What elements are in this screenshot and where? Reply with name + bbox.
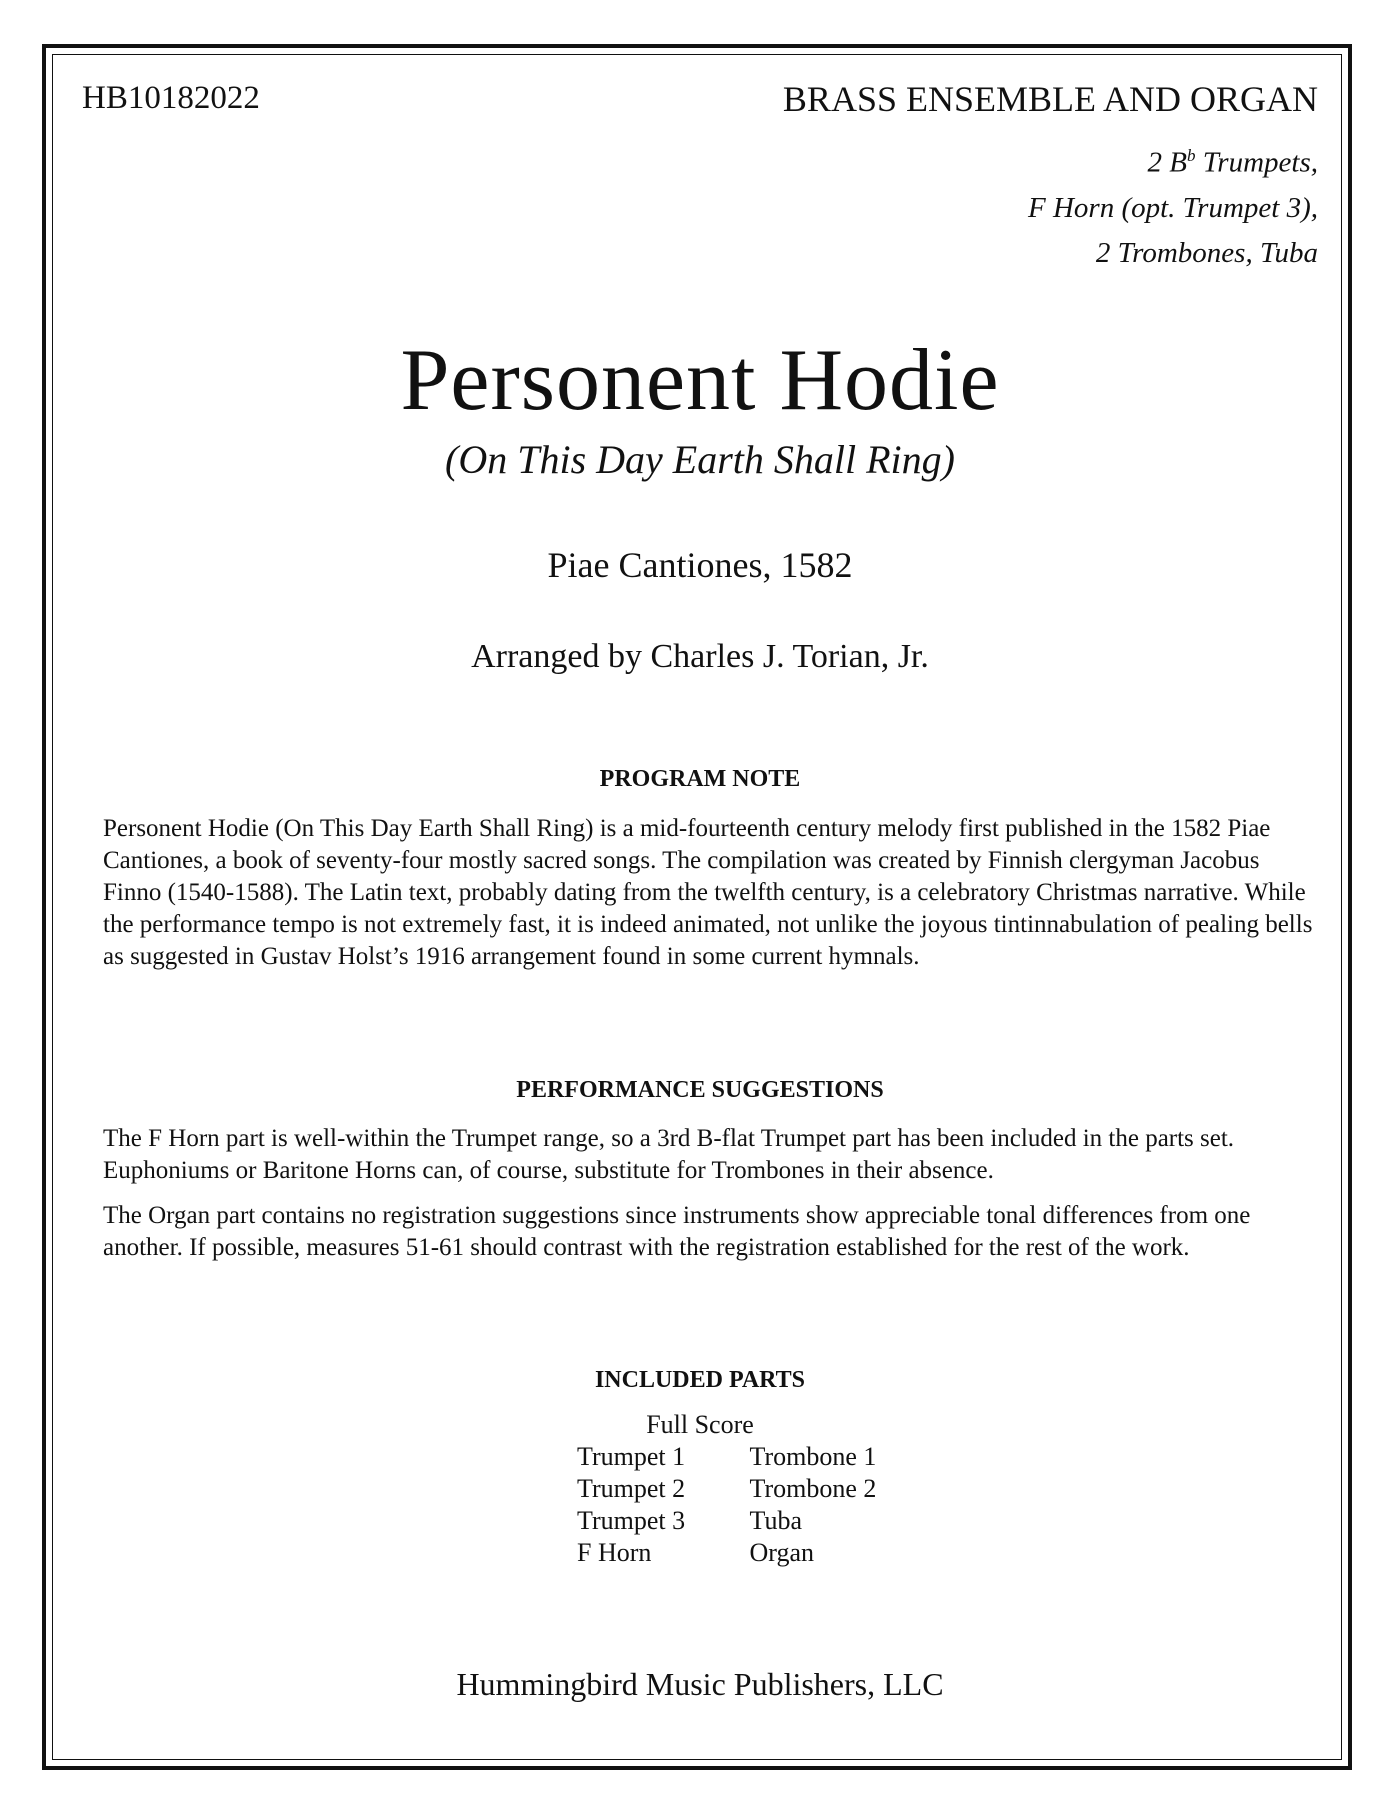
- ensemble-type: BRASS ENSEMBLE AND ORGAN: [782, 79, 1318, 119]
- part-item: Trumpet 2: [577, 1474, 686, 1503]
- program-note-text: Personent Hodie (On This Day Earth Shall Ring) is a mid-fourteenth century melody first published in the 1582 Piae Cantiones, a book of seventy-four mostly sacred songs. The compilation was created by Finnish clergyman Jacobus Finno (1540-1588). The Latin text, probably dating from the twelfth century, is a celebratory Christmas narrative. While the performance tempo is not extremely fast, it is indeed animated, not unlike the joyous tintinnabulation of pealing bells as suggested in Gustav Holst’s 1916 arrangement found in some current hymnals.: [103, 815, 1313, 970]
- part-item: Trombone 1: [749, 1442, 877, 1471]
- melody-source: Piae Cantiones, 1582: [547, 545, 853, 585]
- piece-subtitle: (On This Day Earth Shall Ring): [445, 437, 955, 482]
- program-note-heading: PROGRAM NOTE: [599, 766, 801, 792]
- instrumentation: [1028, 133, 1318, 276]
- performance-paragraph-2: The Organ part contains no registration suggestions since instruments show appreciable tonal differences from one another. If possible, measures 51-61 should contrast with the registration established for the rest of the work.: [103, 1202, 1251, 1261]
- part-full-score: Full Score: [646, 1410, 754, 1439]
- catalog-code: HB10182022: [82, 80, 260, 116]
- parts-list: [577, 1441, 876, 1569]
- arranger-credit: Arranged by Charles J. Torian, Jr.: [471, 638, 929, 675]
- flat-superscript: b: [1187, 146, 1196, 165]
- part-item: Organ: [749, 1538, 815, 1567]
- part-item: F Horn: [577, 1538, 652, 1567]
- instrumentation-line-2: F Horn (opt. Trumpet 3),: [1028, 191, 1318, 224]
- performance-suggestions-heading: PERFORMANCE SUGGESTIONS: [516, 1077, 884, 1103]
- instrumentation-line-3: 2 Trombones, Tuba: [1095, 236, 1318, 269]
- parts-column-left: [577, 1441, 743, 1569]
- part-item: Trombone 2: [749, 1474, 877, 1503]
- parts-column-right: [750, 1441, 877, 1569]
- piece-title: Personent Hodie: [400, 332, 1000, 429]
- part-item: Trumpet 1: [577, 1442, 686, 1471]
- part-item: Tuba: [749, 1506, 803, 1535]
- publisher-name: Hummingbird Music Publishers, LLC: [456, 1666, 944, 1702]
- instrumentation-line-1: 2 $B^b$ Trumpets,: [1147, 146, 1318, 179]
- included-parts-heading: INCLUDED PARTS: [594, 1367, 806, 1393]
- part-item: Trumpet 3: [577, 1506, 686, 1535]
- performance-paragraph-1: The F Horn part is well-within the Trumpet range, so a 3rd B-flat Trumpet part has been included in the parts set. Euphoniums or Baritone Horns can, of course, substitute for Trombones in their absence.: [103, 1125, 1235, 1184]
